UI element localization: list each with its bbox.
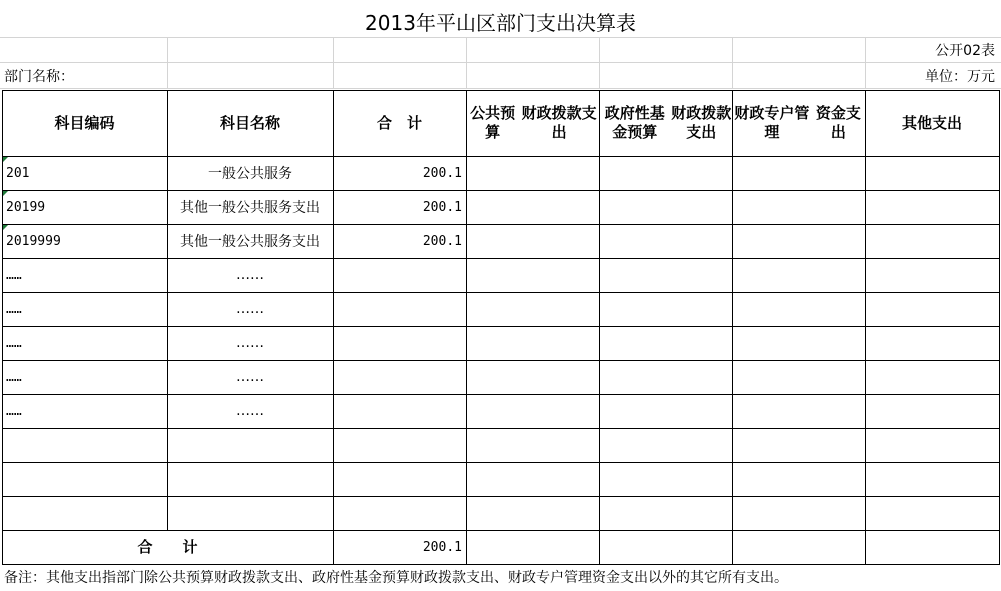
form-number[interactable]: 公开02表 xyxy=(935,43,995,59)
total-cell[interactable] xyxy=(333,326,466,360)
amount-cell[interactable] xyxy=(599,360,732,394)
amount-cell[interactable] xyxy=(865,428,999,462)
amount-cell[interactable] xyxy=(732,156,865,190)
amount-cell[interactable] xyxy=(599,258,732,292)
column-header-line: 资金支出 xyxy=(815,104,861,141)
unit-label[interactable]: 单位：万元 xyxy=(925,69,995,85)
table-border xyxy=(732,90,733,565)
total-cell[interactable] xyxy=(333,462,466,496)
column-header[interactable] xyxy=(2,90,167,156)
amount-cell[interactable] xyxy=(466,156,599,190)
amount-cell[interactable] xyxy=(599,462,732,496)
amount-cell[interactable] xyxy=(466,496,599,530)
grand-total-label[interactable]: 合 计 xyxy=(137,537,198,556)
column-header[interactable] xyxy=(732,90,865,156)
account-name-cell[interactable]: …… xyxy=(236,369,264,385)
table-border xyxy=(2,190,1000,191)
account-code-cell[interactable] xyxy=(2,462,167,496)
table-border xyxy=(2,428,1000,429)
amount-cell[interactable] xyxy=(466,360,599,394)
total-cell[interactable]: 200.1 xyxy=(422,233,462,249)
account-code-cell[interactable]: 20199 xyxy=(6,199,46,215)
amount-cell[interactable] xyxy=(466,258,599,292)
table-border xyxy=(2,224,1000,225)
table-border xyxy=(2,564,1000,565)
gridline xyxy=(466,37,467,88)
amount-cell[interactable] xyxy=(732,428,865,462)
column-header-line: 其他支出 xyxy=(901,113,962,132)
column-header-line: 财政拨款支出 xyxy=(671,104,732,141)
table-border xyxy=(865,90,866,565)
account-name-cell[interactable] xyxy=(167,428,333,462)
amount-cell[interactable] xyxy=(865,360,999,394)
account-code-cell[interactable]: …… xyxy=(6,369,22,385)
amount-cell[interactable] xyxy=(732,258,865,292)
amount-cell[interactable] xyxy=(865,462,999,496)
amount-cell[interactable] xyxy=(865,496,999,530)
sheet-title[interactable]: 2013年平山区部门支出决算表 xyxy=(365,10,636,35)
comment-marker-icon xyxy=(3,225,8,230)
amount-cell[interactable] xyxy=(466,224,599,258)
comment-marker-icon xyxy=(3,191,8,196)
total-cell[interactable] xyxy=(333,360,466,394)
gridline xyxy=(0,88,1001,89)
column-header-line: 公共预算 xyxy=(470,104,516,141)
amount-cell[interactable] xyxy=(732,326,865,360)
column-header-line: 财政拨款支出 xyxy=(521,104,597,141)
column-header[interactable] xyxy=(599,90,732,156)
account-name-cell[interactable]: …… xyxy=(236,301,264,317)
amount-cell[interactable] xyxy=(732,530,865,564)
amount-cell[interactable] xyxy=(865,394,999,428)
account-name-cell[interactable]: …… xyxy=(236,335,264,351)
amount-cell[interactable] xyxy=(466,530,599,564)
total-cell[interactable] xyxy=(333,428,466,462)
footnote[interactable]: 备注：其他支出指部门除公共预算财政拨款支出、政府性基金预算财政拨款支出、财政专户管理资金支出以外的其它所有支出。 xyxy=(4,570,788,586)
account-code-cell[interactable]: 201 xyxy=(6,165,30,181)
amount-cell[interactable] xyxy=(732,190,865,224)
amount-cell[interactable] xyxy=(599,156,732,190)
table-border xyxy=(2,156,1000,157)
account-code-cell[interactable] xyxy=(2,428,167,462)
account-name-cell[interactable]: …… xyxy=(236,403,264,419)
account-name-cell[interactable] xyxy=(167,496,333,530)
amount-cell[interactable] xyxy=(732,462,865,496)
total-cell[interactable] xyxy=(333,496,466,530)
table-border xyxy=(333,90,334,565)
amount-cell[interactable] xyxy=(466,394,599,428)
gridline xyxy=(333,37,334,88)
amount-cell[interactable] xyxy=(865,190,999,224)
amount-cell[interactable] xyxy=(732,292,865,326)
amount-cell[interactable] xyxy=(599,224,732,258)
amount-cell[interactable] xyxy=(599,190,732,224)
column-header[interactable] xyxy=(167,90,333,156)
amount-cell[interactable] xyxy=(732,360,865,394)
table-border xyxy=(2,90,1000,91)
grand-total-value[interactable]: 200.1 xyxy=(422,539,462,555)
amount-cell[interactable] xyxy=(466,428,599,462)
amount-cell[interactable] xyxy=(865,292,999,326)
account-code-cell[interactable]: …… xyxy=(6,403,22,419)
gridline xyxy=(0,37,1001,38)
account-code-cell[interactable]: 2019999 xyxy=(6,233,61,249)
table-border xyxy=(2,258,1000,259)
total-cell[interactable] xyxy=(333,394,466,428)
column-header-line: 科目编码 xyxy=(54,113,115,132)
account-code-cell[interactable]: …… xyxy=(6,267,22,283)
account-name-cell[interactable]: 其他一般公共服务支出 xyxy=(180,200,320,216)
column-header-line: 合 计 xyxy=(376,113,422,132)
total-cell[interactable]: 200.1 xyxy=(422,199,462,215)
amount-cell[interactable] xyxy=(466,292,599,326)
gridline xyxy=(167,37,168,88)
column-header[interactable] xyxy=(865,90,999,156)
amount-cell[interactable] xyxy=(599,530,732,564)
total-cell[interactable] xyxy=(333,292,466,326)
account-code-cell[interactable]: …… xyxy=(6,335,22,351)
table-border xyxy=(2,394,1000,395)
amount-cell[interactable] xyxy=(865,156,999,190)
account-name-cell[interactable]: 其他一般公共服务支出 xyxy=(180,234,320,250)
account-code-cell[interactable]: …… xyxy=(6,301,22,317)
amount-cell[interactable] xyxy=(466,462,599,496)
amount-cell[interactable] xyxy=(466,190,599,224)
table-border xyxy=(2,326,1000,327)
amount-cell[interactable] xyxy=(466,326,599,360)
column-header-line: 政府性基金预算 xyxy=(604,104,665,141)
gridline xyxy=(599,37,600,88)
amount-cell[interactable] xyxy=(599,496,732,530)
table-border xyxy=(2,360,1000,361)
column-header-line: 财政专户管理 xyxy=(734,104,810,141)
amount-cell[interactable] xyxy=(865,326,999,360)
table-border xyxy=(2,292,1000,293)
account-name-cell[interactable]: 一般公共服务 xyxy=(208,166,292,182)
table-border xyxy=(2,496,1000,497)
amount-cell[interactable] xyxy=(732,394,865,428)
account-code-cell[interactable] xyxy=(2,496,167,530)
account-name-cell[interactable]: …… xyxy=(236,267,264,283)
amount-cell[interactable] xyxy=(732,496,865,530)
column-header[interactable] xyxy=(466,90,599,156)
table-border xyxy=(2,90,3,565)
table-border xyxy=(2,462,1000,463)
total-cell[interactable] xyxy=(333,258,466,292)
column-header-line: 科目名称 xyxy=(219,113,280,132)
department-name-label[interactable]: 部门名称： xyxy=(4,69,74,85)
table-border xyxy=(167,90,168,530)
comment-marker-icon xyxy=(3,157,8,162)
column-header[interactable] xyxy=(333,90,466,156)
amount-cell[interactable] xyxy=(865,530,999,564)
amount-cell[interactable] xyxy=(599,428,732,462)
gridline xyxy=(732,37,733,88)
table-border xyxy=(2,530,1000,531)
total-cell[interactable]: 200.1 xyxy=(422,165,462,181)
amount-cell[interactable] xyxy=(732,224,865,258)
amount-cell[interactable] xyxy=(599,326,732,360)
table-border xyxy=(599,90,600,565)
table-border xyxy=(999,90,1000,565)
amount-cell[interactable] xyxy=(599,292,732,326)
amount-cell[interactable] xyxy=(865,258,999,292)
gridline xyxy=(0,62,1001,63)
amount-cell[interactable] xyxy=(599,394,732,428)
account-name-cell[interactable] xyxy=(167,462,333,496)
amount-cell[interactable] xyxy=(865,224,999,258)
table-border xyxy=(466,90,467,565)
